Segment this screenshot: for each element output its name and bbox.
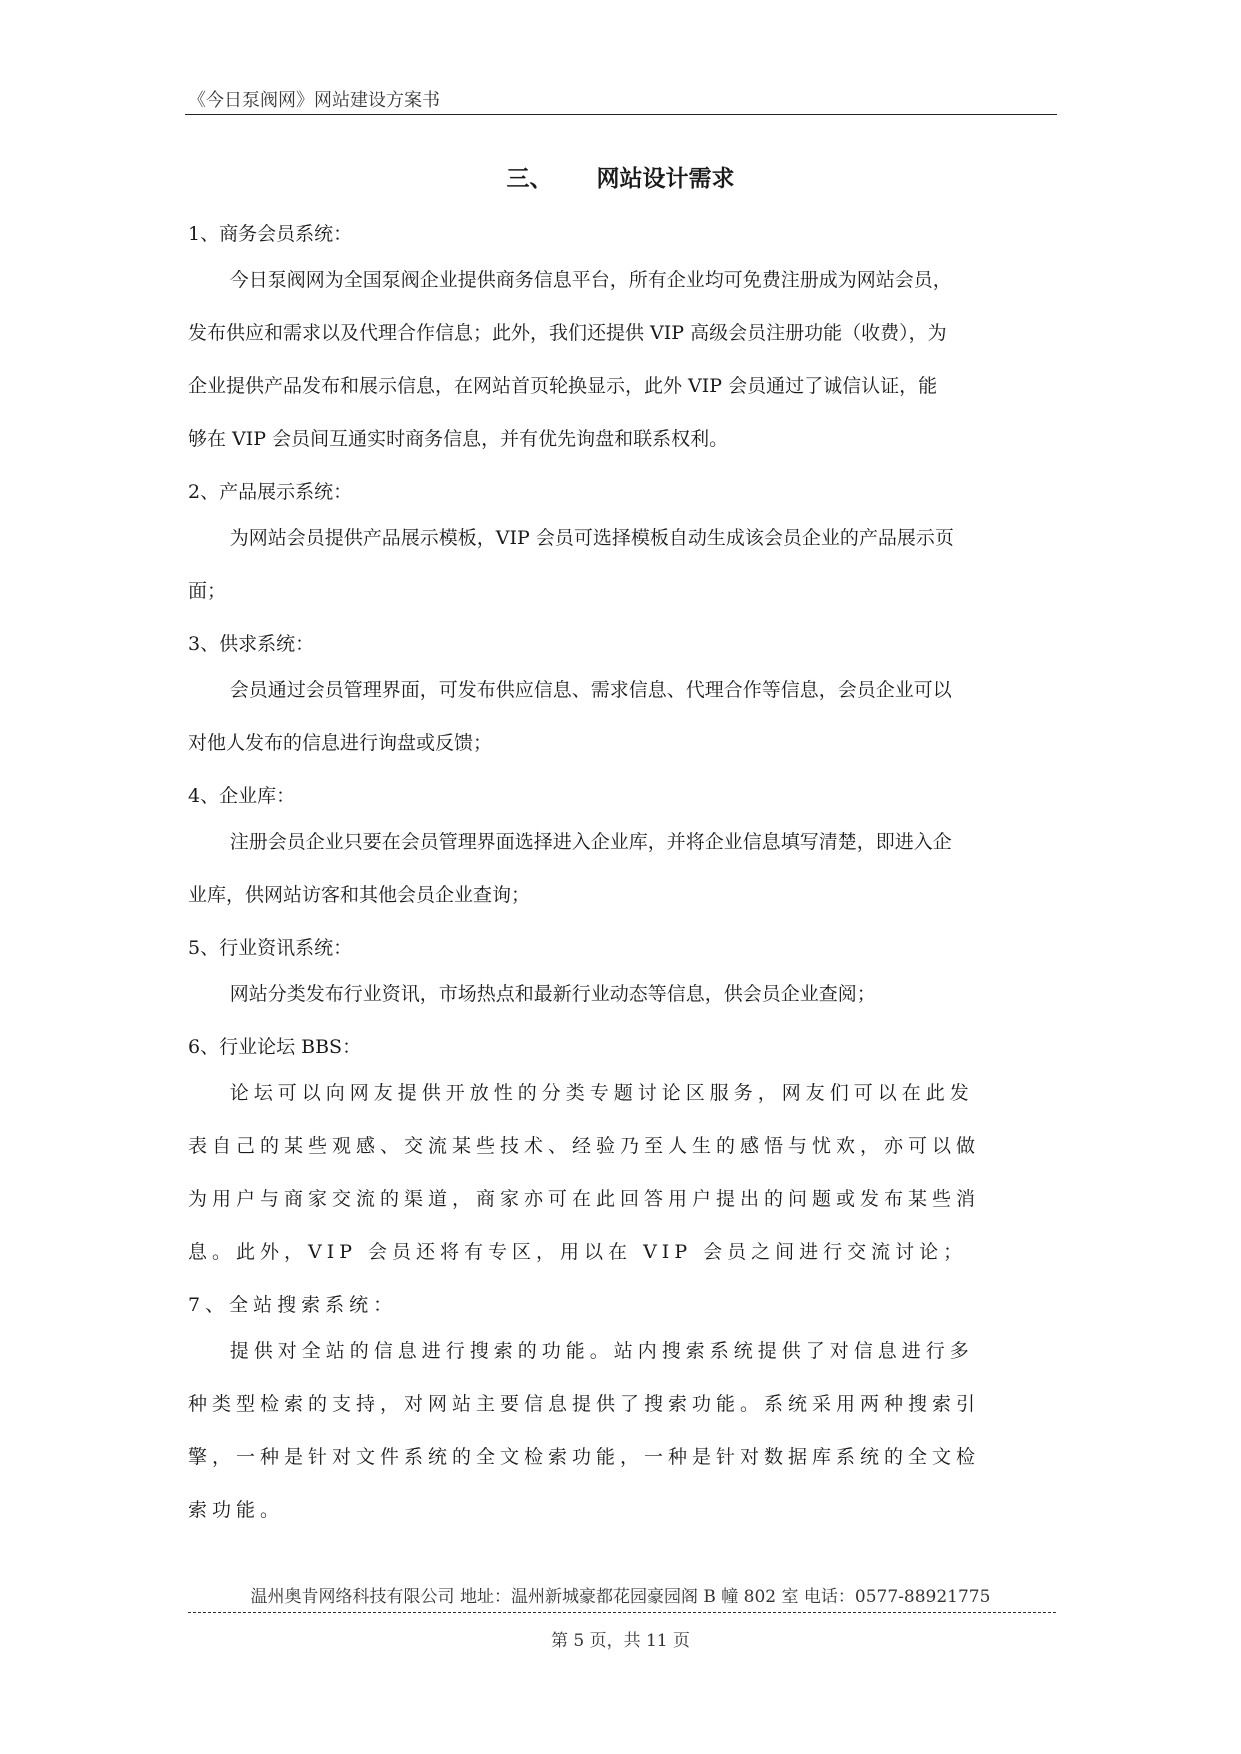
paragraph-line: 企业提供产品发布和展示信息，在网站首页轮换显示，此外 VIP 会员通过了诚信认证，能	[188, 375, 938, 397]
paragraph-line: 索功能。	[188, 1499, 285, 1521]
paragraph-line: 为用户与商家交流的渠道，商家亦可在此回答用户提出的问题或发布某些消	[188, 1188, 981, 1210]
paragraph-line: 网站分类发布行业资讯，市场热点和最新行业动态等信息，供会员企业查阅；	[229, 983, 876, 1005]
item-paragraph-industry-news-system	[188, 981, 1056, 1008]
item-title-supply-demand-system: 3、供求系统：	[188, 633, 315, 655]
paragraph-line: 表自己的某些观感、交流某些技术、经验乃至人生的感悟与忧欢，亦可以做	[188, 1135, 981, 1157]
paragraph-line: 够在 VIP 会员间互通实时商务信息，并有优先询盘和联系权利。	[188, 428, 729, 450]
paragraph-line: 业库，供网站访客和其他会员企业查询；	[188, 884, 531, 906]
item-title-industry-forum-bbs: 6、行业论坛 BBS：	[188, 1036, 362, 1058]
item-title-site-search-system: 7、全站搜索系统：	[188, 1294, 398, 1316]
footer-dashed-rule	[188, 1612, 1056, 1613]
item-title-business-member-system: 1、商务会员系统：	[188, 223, 353, 245]
item-paragraph-site-search-system	[188, 1338, 1056, 1524]
item-paragraph-product-showcase-system	[188, 525, 1056, 605]
paragraph-line: 对他人发布的信息进行询盘或反馈；	[188, 732, 493, 754]
item-paragraph-business-member-system	[188, 267, 1056, 453]
document-header-title: 《今日泵阀网》网站建设方案书	[188, 90, 440, 111]
item-title-product-showcase-system: 2、产品展示系统：	[188, 481, 353, 503]
item-paragraph-industry-forum-bbs	[188, 1080, 1056, 1266]
item-title-enterprise-library: 4、企业库：	[188, 785, 296, 807]
item-paragraph-supply-demand-system	[188, 677, 1056, 757]
paragraph-line: 擎，一种是针对文件系统的全文检索功能，一种是针对数据库系统的全文检	[188, 1446, 981, 1468]
paragraph-line: 今日泵阀网为全国泵阀企业提供商务信息平台，所有企业均可免费注册成为网站会员，	[229, 269, 952, 291]
section-title: 网站设计需求	[596, 165, 735, 192]
paragraph-line: 提供对全站的信息进行搜索的功能。站内搜索系统提供了对信息进行多	[229, 1340, 974, 1362]
item-paragraph-enterprise-library	[188, 829, 1056, 909]
page-number: 第 5 页，共 11 页	[550, 1631, 691, 1651]
section-heading	[0, 160, 1241, 193]
paragraph-line: 论坛可以向网友提供开放性的分类专题讨论区服务，网友们可以在此发	[229, 1082, 974, 1104]
item-title-industry-news-system: 5、行业资讯系统：	[188, 937, 353, 959]
header-rule	[185, 114, 1057, 115]
document-body	[188, 219, 1056, 1548]
section-number: 三、	[506, 165, 553, 192]
paragraph-line: 会员通过会员管理界面，可发布供应信息、需求信息、代理合作等信息，会员企业可以	[229, 679, 952, 701]
footer-company-info: 温州奥肯网络科技有限公司 地址：温州新城豪都花园豪园阁 B 幢 802 室 电话：0577-88921775	[250, 1587, 991, 1607]
paragraph-line: 为网站会员提供产品展示模板，VIP 会员可选择模板自动生成该会员企业的产品展示页	[229, 527, 954, 549]
paragraph-line: 种类型检索的支持，对网站主要信息提供了搜索功能。系统采用两种搜索引	[188, 1393, 981, 1415]
paragraph-line: 注册会员企业只要在会员管理界面选择进入企业库，并将企业信息填写清楚，即进入企	[229, 831, 952, 853]
paragraph-line: 息。此外，VIP 会员还将有专区，用以在 VIP 会员之间进行交流讨论；	[188, 1241, 968, 1263]
paragraph-line: 发布供应和需求以及代理合作信息；此外，我们还提供 VIP 高级会员注册功能（收费），为	[188, 322, 947, 344]
paragraph-line: 面；	[188, 580, 227, 602]
